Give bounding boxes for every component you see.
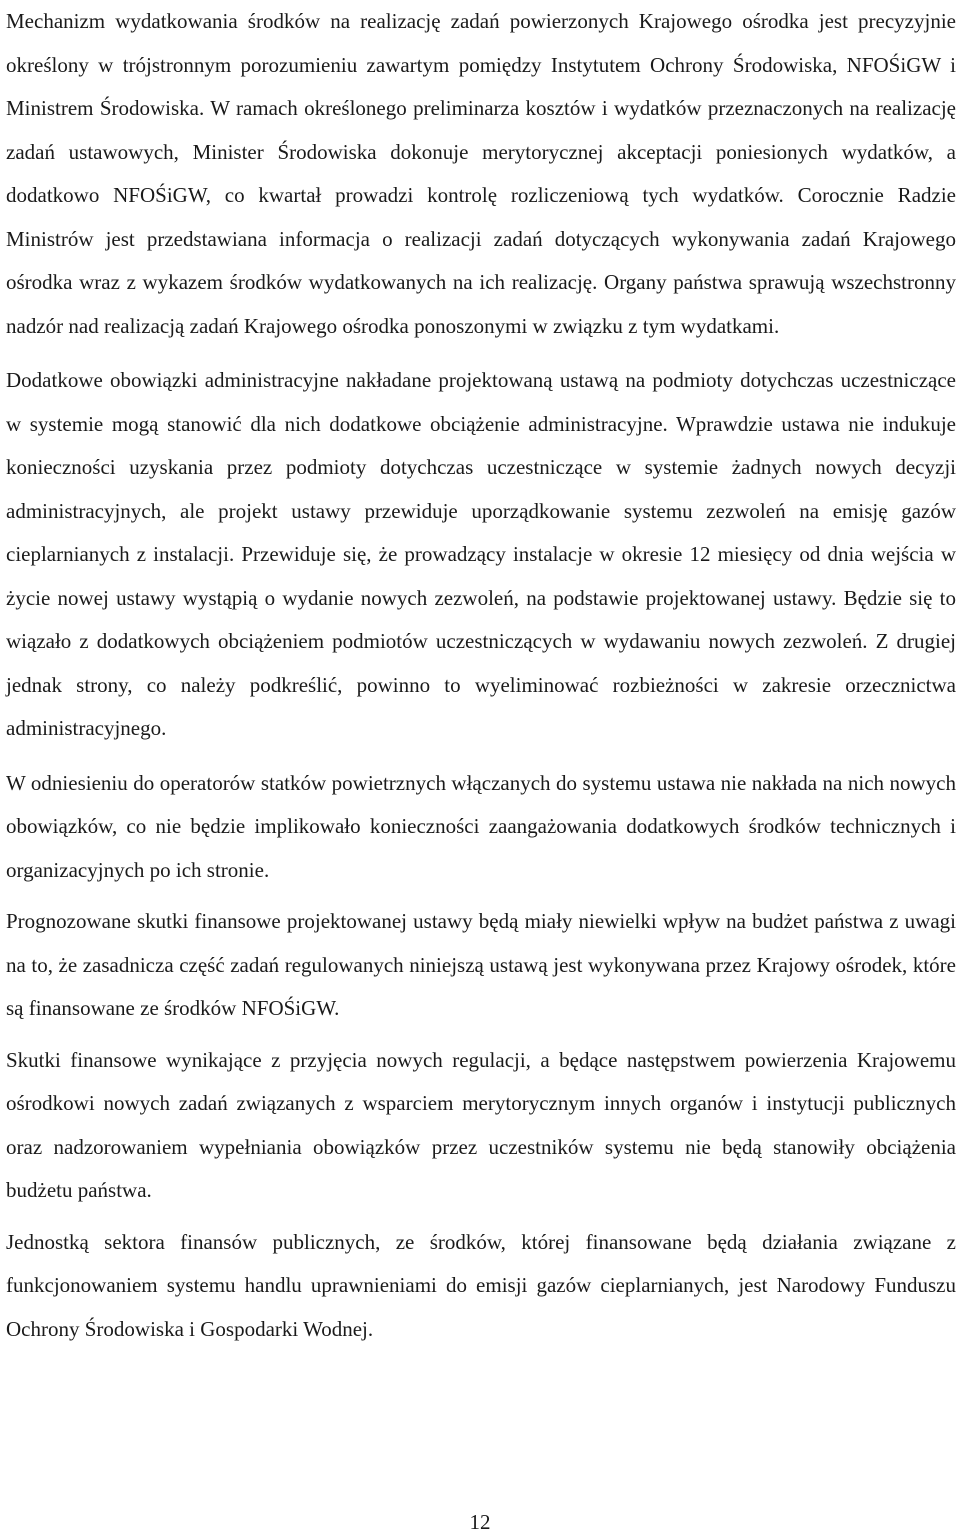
paragraph-budget-impact: Prognozowane skutki finansowe projektowanej ustawy będą miały niewielki wpływ na budżet państwa z uwagi na to, że zasadnicza część zadań regulowanych niniejszą ustawą jest wykonywana przez Krajowy ośrodek, które są finansowane ze środków NFOŚiGW.: [6, 909, 956, 1020]
paragraph-administrative-burden: Dodatkowe obowiązki administracyjne nakładane projektowaną ustawą na podmioty dotychczas uczestniczące w systemie mogą stanowić dla nich dodatkowe obciążenie administracyjne. Wprawdzie ustawa nie indukuje konieczności uzyskania przez podmioty dotychczas uczestniczące w systemie żadnych nowych decyzji administracyjnych, ale projekt ustawy przewiduje uporządkowanie systemu zezwoleń na emisję gazów cieplarnianych z instalacji. Przewiduje się, że prowadzący instalacje w okresie 12 miesięcy od dnia wejścia w życie nowej ustawy wystąpią o wydanie nowych zezwoleń, na podstawie projektowanej ustawy. Będzie się to wiązało z dodatkowych obciążeniem podmiotów uczestniczących w wydawaniu nowych zezwoleń. Z drugiej jednak strony, co należy podkreślić, powinno to wyeliminować rozbieżności w zakresie orzecznictwa administracyjnego.: [6, 368, 956, 740]
paragraph-public-finance-unit: Jednostką sektora finansów publicznych, ze środków, której finansowane będą działania związane z funkcjonowaniem systemu handlu uprawnieniami do emisji gazów cieplarnianych, jest Narodowy Funduszu Ochrony Środowiska i Gospodarki Wodnej.: [6, 1229, 956, 1341]
paragraph-financing-mechanism: Mechanizm wydatkowania środków na realizację zadań powierzonych Krajowego ośrodka jest precyzyjnie określony w trójstronnym porozumieniu zawartym pomiędzy Instytutem Ochrony Środowiska, NFOŚiGW i Ministrem Środowiska. W ramach określonego preliminarza kosztów i wydatków przeznaczonych na realizację zadań ustawowych, Minister Środowiska dokonuje merytorycznej akceptacji poniesionych wydatków, a dodatkowo NFOŚiGW, co kwartał prowadzi kontrolę rozliczeniową tych wydatków. Corocznie Radzie Ministrów jest przedstawiana informacja o realizacji zadań dotyczących wykonywania zadań Krajowego ośrodka wraz z wykazem środków wydatkowanych na ich realizację. Organy państwa sprawują wszechstronny nadzór nad realizacją zadań Krajowego ośrodka ponoszonymi w związku z tym wydatkami.: [6, 9, 956, 338]
paragraph-aircraft-operators: W odniesieniu do operatorów statków powietrznych włączanych do systemu ustawa nie nakłada na nich nowych obowiązków, co nie będzie implikowało konieczności zaangażowania dodatkowych środków technicznych i organizacyjnych po ich stronie.: [6, 770, 956, 882]
document-page: [6, 0, 956, 1351]
page-number: 12: [469, 1510, 491, 1534]
paragraph-financial-effects: Skutki finansowe wynikające z przyjęcia nowych regulacji, a będące następstwem powierzenia Krajowemu ośrodkowi nowych zadań związanych z wsparciem merytorycznym innych organów i instytucji publicznych oraz nadzorowaniem wypełniania obowiązków przez uczestników systemu nie będą stanowiły obciążenia budżetu państwa.: [6, 1047, 956, 1202]
